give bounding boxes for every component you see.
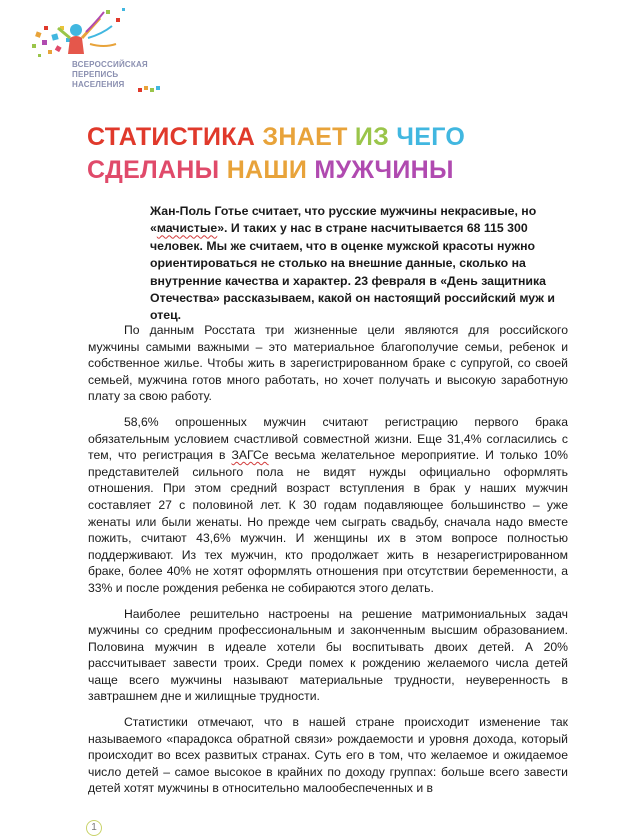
paragraph-2-misspelled-word: ЗАГСе [231, 448, 269, 463]
logo-line-3: НАСЕЛЕНИЯ [72, 80, 125, 89]
title-word: ЗНАЕТ [262, 123, 348, 151]
article-lead [150, 203, 572, 325]
body-paragraph-1: По данным Росстата три жизненные цели являются для российского мужчины самыми важными – это материальное благополучие семьи, ребенок и собственное жилье. Чтобы жить в зарегистрированном браке с супругой, со своей семьей, мужчина готов много работать, но хочет получать и высокую заработную плату за свою работу. [88, 323, 568, 404]
article-title [87, 121, 547, 187]
title-word: НАШИ [226, 156, 308, 184]
paragraph-2-text-a: 58,6% опрошенных мужчин считают регистрацию первого брака обязательным условием счастливой совместной жизни. Еще 31,4% согласились с тем, что регистрация в [88, 414, 568, 463]
title-word: МУЖЧИНЫ [314, 156, 454, 184]
logo-text [72, 60, 148, 90]
body-paragraph-2 [88, 414, 568, 597]
lead-text-2: ». И таких у нас в стране насчитывается 68 115 300 человек. Мы же считаем, что в оценке мужской красоты нужно ориентироваться не столько на внешние данные, сколько на внутренние качества и характер. 23 февраля в «День защитника Отечества» рассказываем, какой он настоящий российский муж и отец. [150, 221, 555, 323]
census-logo [26, 4, 176, 100]
body-paragraph-4: Статистики отмечают, что в нашей стране происходит изменение так называемого «парадокса обратной связи» рождаемости и уровня дохода, который происходит во всех развитых странах. Суть его в том, что желаемое и ожидаемое число детей – самое высокое в крайних по доходу группах: больше всего завести детей хотят мужчины в относительно малообеспеченных и в [88, 715, 568, 796]
article-body [88, 322, 568, 806]
title-word: СТАТИСТИКА [87, 123, 256, 151]
body-paragraph-3: Наиболее решительно настроены на решение матримониальных задач мужчины со средним профессиональным и законченным высшим образованием. Половина мужчин в идеале хотели бы воспитывать двоих детей. А 20% рассчитывает завести троих. Среди помех к рождению желаемого числа детей чаще всего мужчины называют материальные трудности, неуверенность в завтрашнем дне и жилищные трудности. [88, 606, 568, 704]
lead-text-1: Жан-Поль Готье считает, что русские мужчины некрасивые, но « [150, 204, 537, 236]
title-word: ЧЕГО [396, 123, 466, 151]
lead-misspelled-word: мачистые [156, 221, 218, 236]
title-word: ИЗ [354, 123, 390, 151]
paragraph-2-text-b: весьма желательное мероприятие. И только 10% представителей сильного пола не видят нужды официально оформлять отношения. При этом средний возраст вступления в брак у наших мужчин составляет 27 с половиной лет. К 30 годам подавляющее большинство – уже женаты или были женаты. Но прежде чем сыграть свадьбу, сначала надо вместе пожить, считают 43,6% мужчин. И женщины их в этом вопросе полностью поддерживают. Из тех мужчин, кто продолжает жить в незарегистрированном браке, более 40% не хотят оформлять отношения при отсутствии беременности, а 33% и после рождения ребенка не собираются этого делать. [88, 448, 568, 595]
logo-line-2: ПЕРЕПИСЬ [72, 70, 119, 79]
logo-line-1: ВСЕРОССИЙСКАЯ [72, 60, 148, 69]
title-word: СДЕЛАНЫ [87, 156, 220, 184]
page-number: 1 [86, 820, 102, 836]
